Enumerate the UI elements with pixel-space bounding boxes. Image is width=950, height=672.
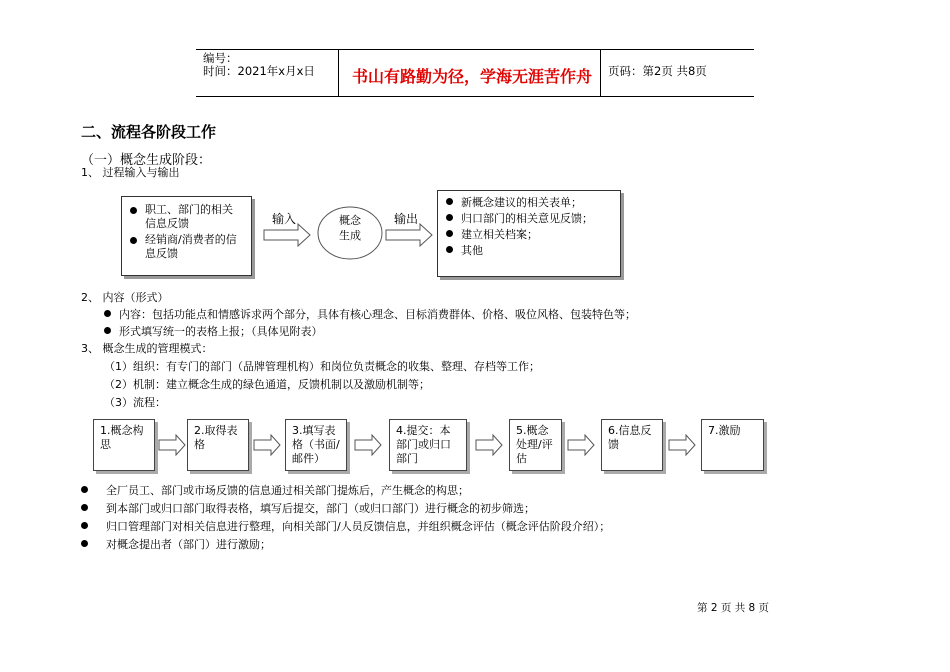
header-top-rule <box>196 49 754 50</box>
summary-bullet <box>81 502 535 516</box>
bullet-icon <box>130 207 137 214</box>
output-item <box>446 244 612 258</box>
flow-step-text: 6.信息反馈 <box>608 424 652 451</box>
header-bottom-rule <box>196 96 754 97</box>
flow-step-5 <box>509 419 562 471</box>
part3-title: 3、 概念生成的管理模式： <box>81 342 213 355</box>
bullet-icon <box>81 486 88 493</box>
header-page: 页码：第2页 共8页 <box>608 64 707 78</box>
flow-step-text: 3.填写表格（书面/邮件） <box>292 424 340 465</box>
header-time: 时间：2021年x月x日 <box>203 64 315 78</box>
bullet-icon <box>446 230 453 237</box>
bullet-icon <box>130 237 137 244</box>
output-box <box>437 190 621 277</box>
header-divider-1 <box>338 49 339 97</box>
bullet-icon <box>81 540 88 547</box>
summary-bullet-text: 归口管理部门对相关信息进行整理，向相关部门/人员反馈信息，并组织概念评估（概念评估阶段介绍）； <box>106 520 611 533</box>
bullet-icon <box>104 310 111 317</box>
flow-arrow-icon <box>567 434 595 456</box>
part2-item-text: 内容：包括功能点和情感诉求两个部分，具体有核心理念、目标消费群体、价格、吸位风格、包装特色等； <box>119 308 636 321</box>
output-item-text: 其他 <box>461 244 483 257</box>
part2-item <box>104 325 323 339</box>
bullet-icon <box>81 522 88 529</box>
flow-step-7 <box>701 419 764 471</box>
bullet-icon <box>104 327 111 334</box>
output-label: 输出 <box>394 212 419 226</box>
output-item-text: 归口部门的相关意见反馈； <box>461 212 593 225</box>
summary-bullet <box>81 538 271 552</box>
flow-step-text: 7.激励 <box>708 424 741 437</box>
page-footer: 第 2 页 共 8 页 <box>697 602 770 614</box>
summary-bullet <box>81 520 610 534</box>
input-item-text: 职工、部门的相关信息反馈 <box>145 203 233 230</box>
header-motto: 书山有路勤为径，学海无涯苦作舟 <box>352 67 593 86</box>
summary-bullet-text: 对概念提出者（部门）进行激励； <box>106 538 271 551</box>
output-item <box>446 228 612 242</box>
section-title: 二、流程各阶段工作 <box>81 123 217 141</box>
summary-bullet-text: 到本部门或归口部门取得表格，填写后提交，部门（或归口部门）进行概念的初步筛选； <box>106 502 535 515</box>
header-number: 编号： <box>203 51 238 65</box>
part2-item-text: 形式填写统一的表格上报；（具体见附表） <box>119 325 323 338</box>
bullet-icon <box>446 246 453 253</box>
center-label: 概念生成 <box>339 214 361 242</box>
part3-line: （3）流程： <box>104 396 166 409</box>
flow-step-1 <box>93 419 155 471</box>
part2-title: 2、 内容（形式） <box>81 291 169 304</box>
flow-step-6 <box>601 419 663 471</box>
flow-step-text: 4.提交：本部门或归口部门 <box>396 424 451 465</box>
summary-bullet-text: 全厂员工、部门或市场反馈的信息通过相关部门提炼后，产生概念的构思； <box>106 484 469 497</box>
flow-step-3 <box>285 419 347 471</box>
flow-arrow-icon <box>158 434 186 456</box>
part3-line: （2）机制：建立概念生成的绿色通道，反馈机制以及激励机制等； <box>104 378 430 391</box>
flow-arrow-icon <box>354 434 382 456</box>
input-box <box>121 196 252 276</box>
input-item <box>130 203 243 231</box>
output-item <box>446 196 612 210</box>
part2-item <box>104 308 636 322</box>
part1-title: 1、 过程输入与输出 <box>81 166 180 179</box>
part3-line: （1）组织：有专门的部门（品牌管理机构）和岗位负责概念的收集、整理、存档等工作； <box>104 360 540 373</box>
flow-step-text: 5.概念处理/评估 <box>516 424 553 465</box>
flow-step-text: 2.取得表格 <box>194 424 238 451</box>
flow-step-text: 1.概念构思 <box>100 424 144 451</box>
output-item-text: 新概念建议的相关表单； <box>461 196 582 209</box>
flow-step-2 <box>187 419 249 471</box>
flow-arrow-icon <box>668 434 696 456</box>
flow-arrow-icon <box>475 434 503 456</box>
summary-bullet <box>81 484 469 498</box>
header-divider-2 <box>600 49 601 97</box>
subsection-title: （一）概念生成阶段： <box>81 153 212 168</box>
flow-step-4 <box>389 419 467 471</box>
bullet-icon <box>446 198 453 205</box>
bullet-icon <box>446 214 453 221</box>
output-item <box>446 212 612 226</box>
output-item-text: 建立相关档案； <box>461 228 538 241</box>
flow-arrow-icon <box>253 434 281 456</box>
input-label: 输入 <box>272 212 297 226</box>
input-item <box>130 233 243 261</box>
bullet-icon <box>81 504 88 511</box>
input-item-text: 经销商/消费者的信息反馈 <box>145 233 237 260</box>
